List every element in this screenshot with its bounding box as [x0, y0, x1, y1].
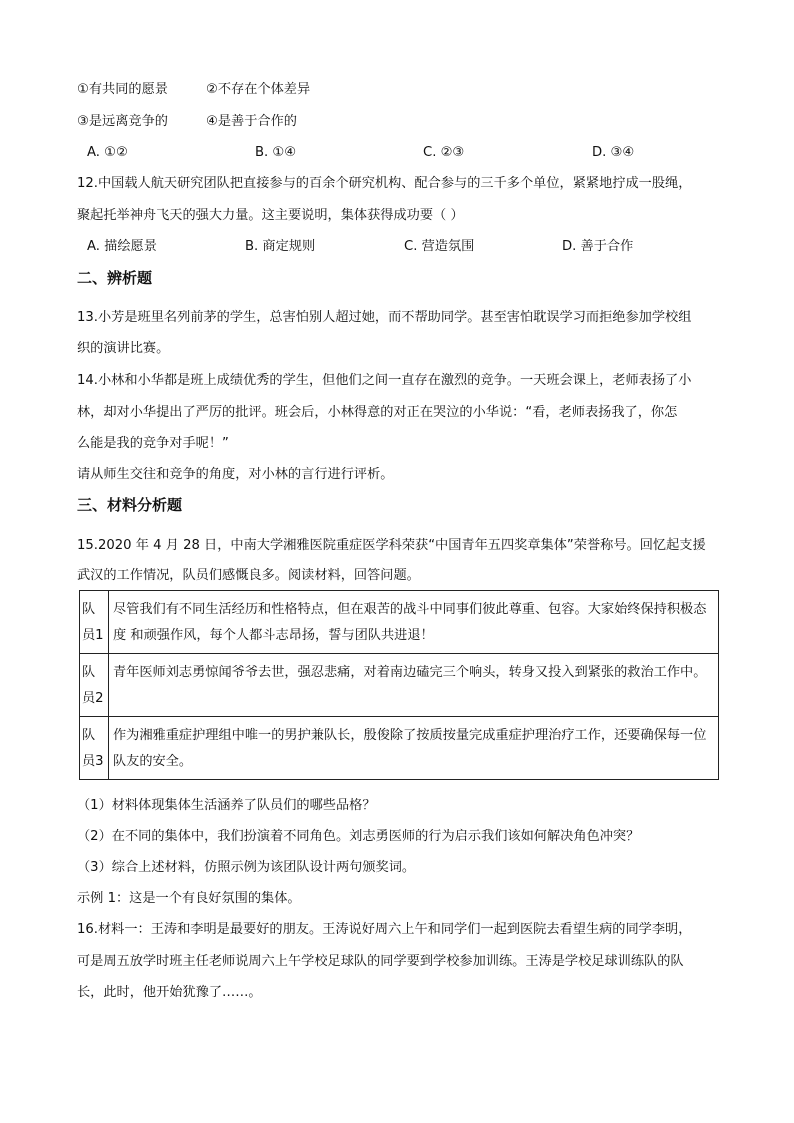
q12-stem-line2: 聚起托举神舟飞天的强大力量。这主要说明，集体获得成功要（ ）: [77, 208, 464, 223]
q13-line1: 13.小芳是班里名列前茅的学生，总害怕别人超过她，而不帮助同学。甚至害怕耽误学习而拒绝参加学校组: [77, 310, 692, 325]
table-cell-label: 队员3: [80, 717, 109, 780]
q15-line2: 武汉的工作情况，队员们感慨良多。阅读材料，回答问题。: [77, 568, 420, 583]
q14-line3: 么能是我的竞争对手呢！”: [77, 436, 229, 451]
q16-line1: 16.材料一：王涛和李明是最要好的朋友。王涛说好周六上午和同学们一起到医院去看望生病的同学李明，: [77, 922, 692, 937]
q14-line1: 14.小林和小华都是班上成绩优秀的学生，但他们之间一直存在激烈的竞争。一天班会课上，老师表扬了小: [77, 373, 692, 388]
q14-line2: 林，却对小华提出了严厉的批评。班会后，小林得意的对正在哭泣的小华说：“看，老师表扬我了，你怎: [77, 405, 678, 420]
q13-line2: 织的演讲比赛。: [77, 341, 170, 356]
q11-item-4: ④是善于合作的: [206, 114, 297, 129]
q15-example: 示例 1：这是一个有良好氛围的集体。: [77, 891, 301, 906]
q12-stem-line1: 12.中国载人航天研究团队把直接参与的百余个研究机构、配合参与的三千多个单位，紧紧地拧成一股绳，: [77, 176, 692, 191]
table-cell-text: 青年医师刘志勇惊闻爷爷去世，强忍悲痛，对着南边磕完三个响头，转身又投入到紧张的救治工作中。: [109, 654, 719, 717]
table-cell-text: 作为湘雅重症护理组中唯一的男护兼队长，殷俊除了按质按量完成重症护理治疗工作，还要确保每一位队友的安全。: [109, 717, 719, 780]
table-row: [80, 717, 719, 780]
section-title-material: 三、材料分析题: [77, 496, 183, 514]
q11-option-a[interactable]: A. ①②: [87, 145, 128, 160]
q16-line3: 长，此时，他开始犹豫了……。: [77, 985, 262, 1000]
q11-option-b[interactable]: B. ①④: [255, 145, 297, 160]
q12-option-b[interactable]: B. 商定规则: [245, 239, 316, 254]
table-cell-text: 尽管我们有不同生活经历和性格特点，但在艰苦的战斗中同事们彼此尊重、包容。大家始终保持积极态度 和顽强作风，每个人都斗志昂扬，誓与团队共进退！: [109, 591, 719, 654]
table-cell-label: 队员1: [80, 591, 109, 654]
q11-item-1: ①有共同的愿景: [77, 82, 168, 97]
q12-option-c[interactable]: C. 营造氛围: [404, 239, 475, 254]
q15-sub1: （1）材料体现集体生活涵养了队员们的哪些品格？: [77, 798, 376, 813]
q12-option-a[interactable]: A. 描绘愿景: [87, 239, 157, 254]
q15-sub3: （3）综合上述材料，仿照示例为该团队设计两句颁奖词。: [77, 860, 416, 875]
q14-line4: 请从师生交往和竞争的角度，对小林的言行进行评析。: [77, 467, 394, 482]
q11-item-3: ③是远离竞争的: [77, 114, 168, 129]
table-cell-label: 队员2: [80, 654, 109, 717]
table-row: [80, 654, 719, 717]
q11-option-d[interactable]: D. ③④: [592, 145, 635, 160]
q15-sub2: （2）在不同的集体中，我们扮演着不同角色。刘志勇医师的行为启示我们该如何解决角色冲突？: [77, 829, 640, 844]
q15-line1: 15.2020 年 4 月 28 日，中南大学湘雅医院重症医学科荣获“中国青年五四奖章集体”荣誉称号。回忆起支援: [77, 538, 706, 553]
q11-item-2: ②不存在个体差异: [206, 82, 311, 97]
section-title-analysis: 二、辨析题: [77, 269, 153, 287]
q12-option-d[interactable]: D. 善于合作: [562, 239, 634, 254]
table-row: [80, 591, 719, 654]
q16-line2: 可是周五放学时班主任老师说周六上午学校足球队的同学要到学校参加训练。王涛是学校足球训练队的队: [77, 954, 684, 969]
q15-material-table: [79, 590, 719, 780]
q11-option-c[interactable]: C. ②③: [423, 145, 465, 160]
